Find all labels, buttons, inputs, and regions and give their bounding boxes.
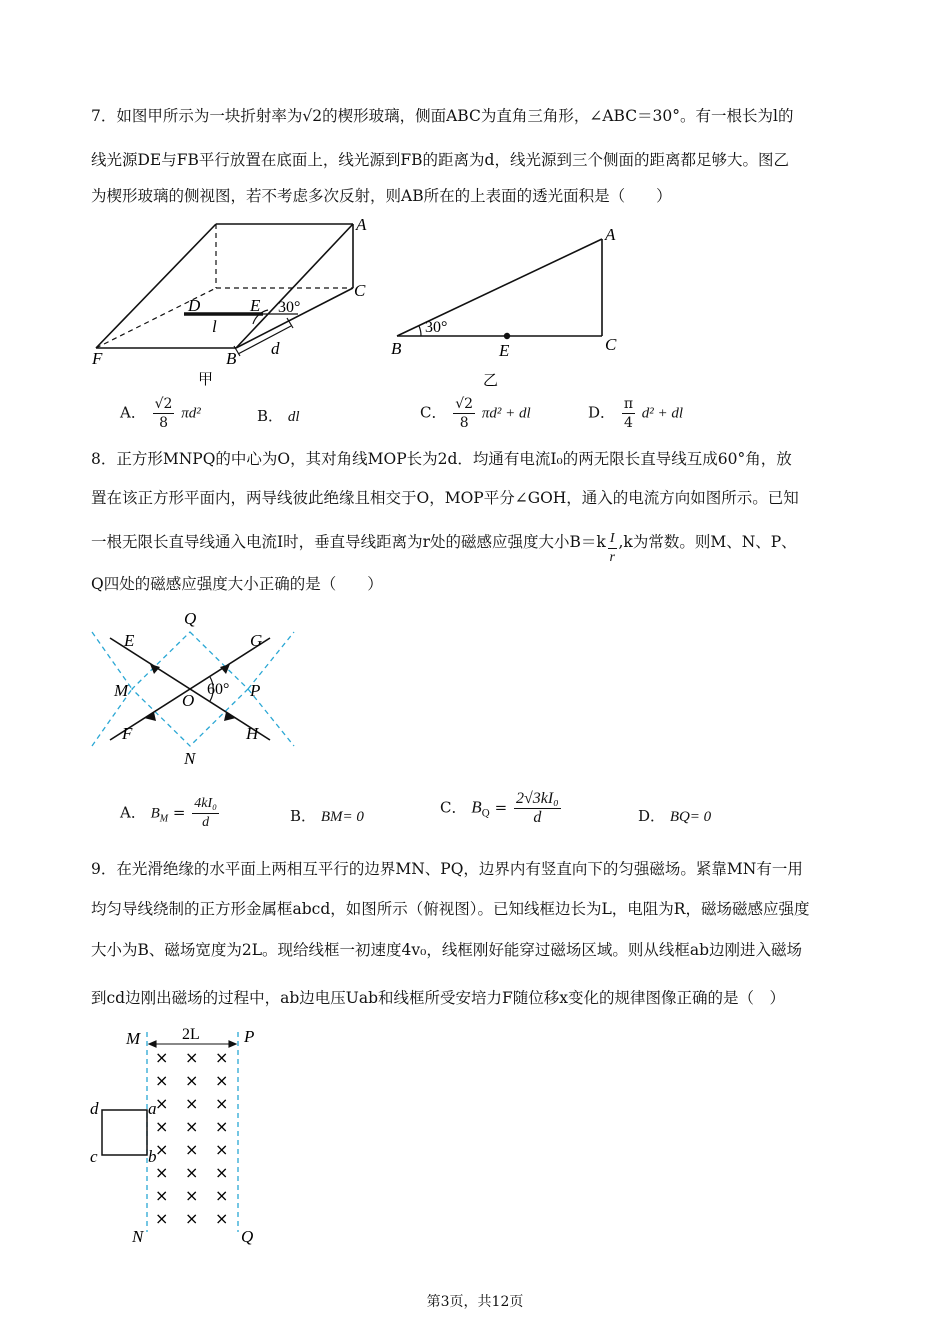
q9-line-4: 到cd边刚出磁场的过程中，ab边电压Uab和线框所受安培力F随位移x变化的规律图像正确的是（ ） (91, 989, 785, 1007)
field-cross: × (185, 1186, 199, 1205)
q8-figure (90, 608, 300, 768)
q7-line-3: 为楔形玻璃的侧视图，若不考虑多次反射，则AB所在的上表面的透光面积是（ ） (91, 187, 672, 205)
q8-option-a-num: 4kI₀ (192, 795, 219, 814)
q7-option-c-letter: C． (420, 403, 447, 422)
q7-option-a-num: √2 (154, 396, 173, 412)
q7-option-a-frac (153, 395, 175, 432)
q8-option-a-den: d (202, 815, 210, 830)
q8-label-N: N (184, 749, 196, 768)
q8-option-a-sub: M (159, 813, 169, 825)
q8-line-3 (91, 530, 797, 567)
q7-yi-angle: 30° (425, 319, 448, 336)
field-cross: × (185, 1071, 199, 1090)
q7-option-d-letter: D． (588, 403, 616, 422)
field-cross: × (215, 1071, 229, 1090)
field-cross: × (185, 1209, 199, 1228)
field-cross: × (185, 1117, 199, 1136)
q9-label-b: b (148, 1147, 157, 1166)
q8-line-2: 置在该正方形平面内，两导线彼此绝缘且相交于O，MOP平分∠GOH，通入的电流方向如图所示。已知 (91, 489, 799, 507)
q8-option-b-value: BM= 0 (320, 809, 364, 825)
q7-option-d-tail: d² + dl (641, 405, 684, 422)
q7-jia-label-l: l (212, 317, 217, 336)
q7-figure-jia (88, 218, 378, 388)
q7-figure-yi (385, 222, 625, 390)
field-cross: × (215, 1117, 229, 1136)
q7-jia-label-B: B (226, 349, 237, 368)
field-cross: × (155, 1048, 169, 1067)
field-cross: × (155, 1140, 169, 1159)
q8-line-3a: 一根无限长直导线通入电流I时，垂直导线距离为r处的磁感应强度大小B＝k (91, 533, 606, 551)
field-cross: × (185, 1094, 199, 1113)
q7-option-c[interactable] (420, 395, 531, 432)
q8-label-M: M (114, 681, 129, 700)
q9-square-frame (102, 1110, 147, 1155)
field-cross: × (185, 1048, 199, 1067)
q9-line-1: 9．在光滑绝缘的水平面上两相互平行的边界MN、PQ，边界内有竖直向下的匀强磁场。紧靠MN有一用 (91, 860, 803, 878)
field-cross: × (215, 1186, 229, 1205)
page-footer: 第3页，共12页 (426, 1294, 524, 1310)
q9-label-c: c (90, 1147, 98, 1166)
field-cross: × (185, 1163, 199, 1182)
q8-line-3-num: I (608, 530, 617, 549)
q7-option-a[interactable] (120, 395, 201, 432)
q8-label-G: G (250, 631, 263, 650)
q7-jia-label-d: d (271, 339, 280, 358)
q7-line-1: 7．如图甲所示为一块折射率为√2的楔形玻璃，侧面ABC为直角三角形，∠ABC＝30°。有一根长为l的 (91, 107, 794, 125)
q7-option-a-tail: πd² (181, 405, 201, 422)
q8-option-a-frac (192, 795, 219, 832)
q8-line-3b: ,k为常数。则M、N、P、 (618, 533, 797, 551)
q7-yi-point-E (504, 333, 510, 339)
q8-option-b[interactable] (290, 805, 364, 826)
q8-option-a-lhs: B (150, 805, 160, 822)
field-cross: × (215, 1209, 229, 1228)
q9-figure (86, 1022, 276, 1252)
q8-label-P: P (250, 681, 261, 700)
q8-line-4: Q四处的磁感应强度大小正确的是（ ） (91, 575, 383, 593)
field-cross: × (215, 1048, 229, 1067)
field-cross: × (215, 1163, 229, 1182)
q8-angle: 60° (207, 681, 230, 698)
q9-label-a: a (148, 1099, 157, 1118)
q7-option-a-letter: A． (120, 403, 146, 422)
q7-yi-caption: 乙 (483, 371, 499, 389)
q7-option-d-frac (622, 395, 635, 432)
field-cross: × (215, 1140, 229, 1159)
q8-label-H: H (246, 724, 259, 743)
q7-option-c-num: √2 (455, 396, 474, 412)
q8-option-c-den: d (533, 809, 542, 826)
q7-option-d[interactable] (588, 395, 683, 432)
q7-option-c-den: 8 (459, 415, 469, 431)
q7-jia-label-D: D (188, 296, 201, 315)
q7-jia-label-E: E (250, 296, 261, 315)
q8-option-c[interactable]: C． $B_Q$ = $\frac{\text{2√3kI₀}}{d}$ (440, 790, 559, 826)
q7-option-c-frac (453, 395, 475, 432)
q8-option-a[interactable]: A． $B_M$ = $\frac{\text{4kI₀}}{d}$ (120, 796, 217, 830)
field-cross: × (155, 1094, 169, 1113)
q8-label-Q: Q (184, 609, 197, 628)
field-cross: × (215, 1094, 229, 1113)
q9-magnetic-field-crosses (155, 1048, 228, 1228)
field-cross: × (185, 1140, 199, 1159)
field-cross: × (155, 1209, 169, 1228)
q7-option-d-num: π (623, 396, 634, 412)
q8-label-E: E (124, 631, 135, 650)
q8-option-c-sub: Q (481, 808, 490, 820)
q7-yi-label-E: E (499, 341, 510, 360)
field-cross: × (155, 1163, 169, 1182)
q8-option-d-value: BQ= 0 (669, 809, 712, 825)
q9-line-2: 均匀导线绕制的正方形金属框abcd，如图所示（俯视图）。已知线框边长为L，电阻为R，磁场磁感应强度 (91, 900, 810, 918)
q7-line-2: 线光源DE与FB平行放置在底面上，线光源到FB的距离为d，线光源到三个侧面的距离都足够大。图乙 (91, 151, 789, 169)
q8-option-c-lhs: B (471, 797, 482, 817)
q8-label-F: F (122, 724, 133, 743)
q8-option-d-letter: D． (638, 807, 666, 825)
field-cross: × (155, 1117, 169, 1136)
q7-option-b-value: dl (287, 409, 300, 425)
q8-option-b-letter: B． (290, 807, 317, 825)
q7-option-d-den: 4 (623, 415, 633, 431)
q9-width-label: 2L (182, 1026, 200, 1043)
q7-yi-label-C: C (605, 335, 617, 354)
q8-label-O: O (182, 691, 195, 710)
q8-option-c-num: 2√3kI₀ (515, 790, 559, 807)
field-cross: × (155, 1071, 169, 1090)
q7-yi-label-B: B (391, 339, 402, 358)
q7-jia-label-C: C (354, 281, 366, 300)
q7-jia-label-F: F (92, 349, 103, 368)
q7-jia-label-A: A (356, 218, 367, 234)
q8-option-c-frac (514, 790, 561, 827)
q8-option-c-letter: C． (440, 798, 467, 817)
q8-line-3-frac (608, 530, 617, 567)
q9-label-P: P (244, 1027, 255, 1046)
q9-label-N: N (132, 1227, 144, 1246)
q9-label-Q: Q (241, 1227, 254, 1246)
q9-label-M: M (126, 1029, 141, 1048)
q7-option-b[interactable] (257, 405, 299, 426)
q8-option-a-letter: A． (120, 803, 146, 822)
q8-line-1: 8．正方形MNPQ的中心为O，其对角线MOP长为2d．均通有电流I₀的两无限长直导线互成60°角，放 (91, 450, 792, 468)
q9-line-3: 大小为B、磁场宽度为2L。现给线框一初速度4v₀，线框刚好能穿过磁场区域。则从线框ab边刚进入磁场 (91, 941, 803, 959)
q7-option-a-den: 8 (159, 415, 168, 431)
q7-option-b-letter: B． (257, 407, 284, 425)
field-cross: × (155, 1186, 169, 1205)
q7-jia-caption: 甲 (198, 370, 214, 388)
q8-option-d[interactable] (638, 805, 711, 826)
q7-jia-angle: 30° (278, 299, 301, 316)
q7-option-c-tail: πd² + dl (481, 405, 531, 422)
q9-label-d: d (90, 1099, 99, 1118)
q8-line-3-den: r (609, 550, 615, 565)
q7-yi-label-A: A (605, 225, 616, 244)
